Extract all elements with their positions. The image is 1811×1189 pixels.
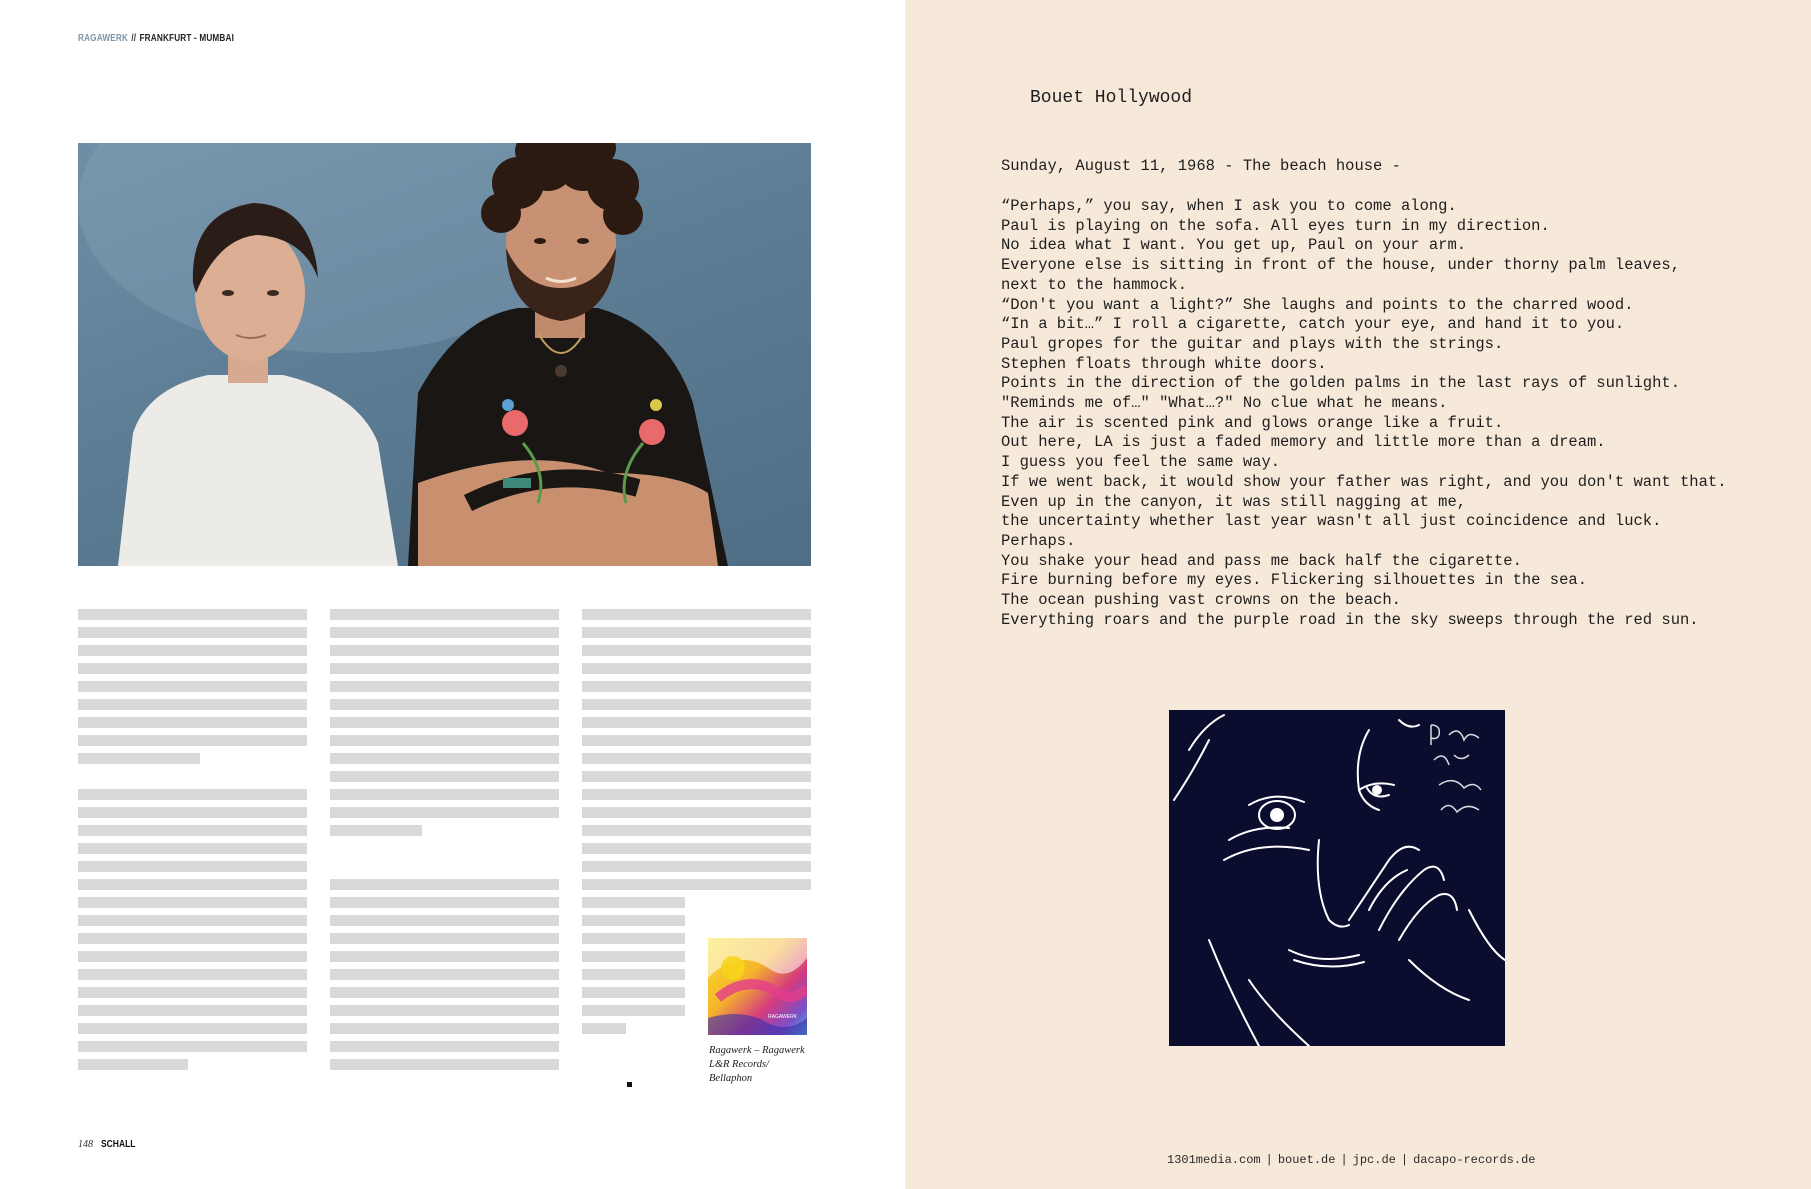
- left-page: [0, 0, 905, 1189]
- album-caption-label: L&R Records/: [709, 1059, 769, 1070]
- text-line: [78, 1005, 307, 1016]
- album-cover: [708, 938, 807, 1035]
- text-line: [582, 843, 811, 854]
- text-line: [330, 1059, 559, 1070]
- text-line: [582, 699, 811, 710]
- poem-line: “In a bit…” I roll a cigarette, catch your eye, and hand it to you.: [1001, 315, 1625, 334]
- album-caption: [709, 1044, 819, 1086]
- text-line: [78, 861, 307, 872]
- poem-line: next to the hammock.: [1001, 275, 1188, 294]
- text-line: [78, 897, 307, 908]
- text-line: [582, 861, 811, 872]
- footer-divider: |: [1265, 1153, 1273, 1167]
- text-line: [330, 627, 559, 638]
- poem-title: Bouet Hollywood: [1030, 88, 1193, 108]
- poem-line: You shake your head and pass me back half the cigarette.: [1001, 551, 1522, 570]
- poem-line: The ocean pushing vast crowns on the beach.: [1001, 591, 1401, 610]
- poem-line: Out here, LA is just a faded memory and little more than a dream.: [1001, 433, 1606, 452]
- text-line: [78, 627, 307, 638]
- poem-line: Everyone else is sitting in front of the house, under thorny palm leaves,: [1001, 256, 1681, 275]
- poem-line: The air is scented pink and glows orange like a fruit.: [1001, 413, 1504, 432]
- text-line: [330, 915, 559, 926]
- text-line: [78, 879, 307, 890]
- poem-line: Fire burning before my eyes. Flickering silhouettes in the sea.: [1001, 571, 1587, 590]
- running-head: [78, 33, 234, 44]
- footer-links: [1167, 1153, 1535, 1167]
- magazine-name: SCHALL: [101, 1139, 136, 1150]
- text-line: [330, 1023, 559, 1034]
- text-line: [582, 627, 811, 638]
- text-line: [330, 987, 559, 998]
- poem-line: Paul gropes for the guitar and plays with the strings.: [1001, 334, 1504, 353]
- text-line: [330, 609, 559, 620]
- text-line: [582, 609, 811, 620]
- poem-line: “Perhaps,” you say, when I ask you to come along.: [1001, 197, 1457, 215]
- text-line: [582, 915, 685, 926]
- text-line: [78, 1059, 188, 1070]
- poem-line: “Don't you want a light?” She laughs and points to the charred wood.: [1001, 295, 1634, 314]
- folio: [78, 1139, 142, 1150]
- text-line: [582, 789, 811, 800]
- text-line: [78, 609, 307, 620]
- text-line: [582, 771, 811, 782]
- poem-heading: Sunday, August 11, 1968 - The beach house -: [1001, 157, 1401, 175]
- text-line: [78, 843, 307, 854]
- poem-line: Perhaps.: [1001, 531, 1076, 550]
- text-line: [582, 645, 811, 656]
- text-line: [582, 825, 811, 836]
- text-line: [78, 987, 307, 998]
- text-line: [78, 1023, 307, 1034]
- text-line: [330, 753, 559, 764]
- text-line: [78, 969, 307, 980]
- text-line: [582, 681, 811, 692]
- text-line: [78, 951, 307, 962]
- text-line: [78, 663, 307, 674]
- text-line: [330, 807, 559, 818]
- footer-link-dacapo[interactable]: dacapo-records.de: [1413, 1153, 1536, 1167]
- text-line: [330, 879, 559, 890]
- band-photo-illustration: [78, 143, 811, 566]
- text-line: [582, 753, 811, 764]
- page-number: 148: [78, 1139, 93, 1150]
- running-head-cities: FRANKFURT - MUMBAI: [139, 33, 235, 44]
- text-line: [78, 789, 307, 800]
- footer-link-1301media[interactable]: 1301media.com: [1167, 1153, 1261, 1167]
- text-line: [330, 645, 559, 656]
- poem-line: Everything roars and the purple road in the sky sweeps through the red sun.: [1001, 610, 1699, 629]
- face-sketch-illustration: [1169, 710, 1505, 1046]
- text-line: [78, 699, 307, 710]
- poem-line: If we went back, it would show your father was right, and you don't want that.: [1001, 472, 1727, 491]
- text-line: [78, 1041, 307, 1052]
- text-line: [582, 663, 811, 674]
- text-line: [78, 915, 307, 926]
- text-line: [582, 951, 685, 962]
- text-line: [582, 897, 685, 908]
- text-line: [330, 951, 559, 962]
- text-column-2: [330, 609, 559, 843]
- album-caption-artist: Ragawerk – Ragawerk: [709, 1045, 805, 1056]
- text-line: [330, 969, 559, 980]
- text-line: [582, 969, 685, 980]
- text-line: [582, 987, 685, 998]
- text-line: [78, 807, 307, 818]
- text-column-1: [78, 609, 307, 771]
- text-line: [582, 879, 811, 890]
- text-line: [330, 717, 559, 728]
- text-line: [330, 897, 559, 908]
- text-line: [330, 771, 559, 782]
- running-head-separator: //: [131, 33, 137, 44]
- album-cover-art: [708, 938, 807, 1035]
- text-line: [330, 825, 422, 836]
- poem-line: Points in the direction of the golden palms in the last rays of sunlight.: [1001, 374, 1681, 393]
- face-sketch-artwork: [1169, 710, 1505, 1046]
- footer-link-jpc[interactable]: jpc.de: [1352, 1153, 1396, 1167]
- text-line: [582, 735, 811, 746]
- text-line: [78, 735, 307, 746]
- text-line: [78, 825, 307, 836]
- text-line: [330, 933, 559, 944]
- text-line: [582, 933, 685, 944]
- footer-divider: |: [1400, 1153, 1409, 1167]
- text-line: [78, 933, 307, 944]
- text-line: [78, 717, 307, 728]
- poem-line: "Reminds me of…" "What…?" No clue what he means.: [1001, 394, 1448, 413]
- poem-body: [1001, 197, 1727, 630]
- text-column-2-paragraph-2: [330, 879, 559, 1077]
- poem-line: Even up in the canyon, it was still nagging at me,: [1001, 492, 1467, 511]
- poem-line: the uncertainty whether last year wasn't all just coincidence and luck.: [1001, 512, 1662, 531]
- text-column-1-paragraph-2: [78, 789, 307, 1077]
- text-line: [78, 681, 307, 692]
- text-line: [582, 1023, 626, 1034]
- album-cover-title: RAGAWERK: [768, 1014, 797, 1020]
- band-photo: [78, 143, 811, 566]
- poem-line: I guess you feel the same way.: [1001, 453, 1281, 472]
- text-line: [330, 789, 559, 800]
- text-line: [582, 807, 811, 818]
- end-mark: [627, 1082, 632, 1087]
- running-head-band: RAGAWERK: [78, 33, 129, 44]
- text-line: [330, 1005, 559, 1016]
- text-line: [330, 663, 559, 674]
- footer-divider: |: [1340, 1153, 1348, 1167]
- text-line: [330, 699, 559, 710]
- text-line: [582, 1005, 685, 1016]
- text-line: [330, 735, 559, 746]
- text-line: [582, 717, 811, 728]
- album-caption-distributor: Bellaphon: [709, 1073, 753, 1084]
- text-line: [330, 681, 559, 692]
- poem-line: No idea what I want. You get up, Paul on your arm.: [1001, 236, 1467, 255]
- text-line: [78, 645, 307, 656]
- text-line: [330, 1041, 559, 1052]
- poem-line: Stephen floats through white doors.: [1001, 354, 1327, 373]
- text-line: [78, 753, 200, 764]
- footer-link-bouet[interactable]: bouet.de: [1277, 1153, 1336, 1167]
- right-page: [905, 0, 1811, 1189]
- poem-line: Paul is playing on the sofa. All eyes turn in my direction.: [1001, 216, 1550, 235]
